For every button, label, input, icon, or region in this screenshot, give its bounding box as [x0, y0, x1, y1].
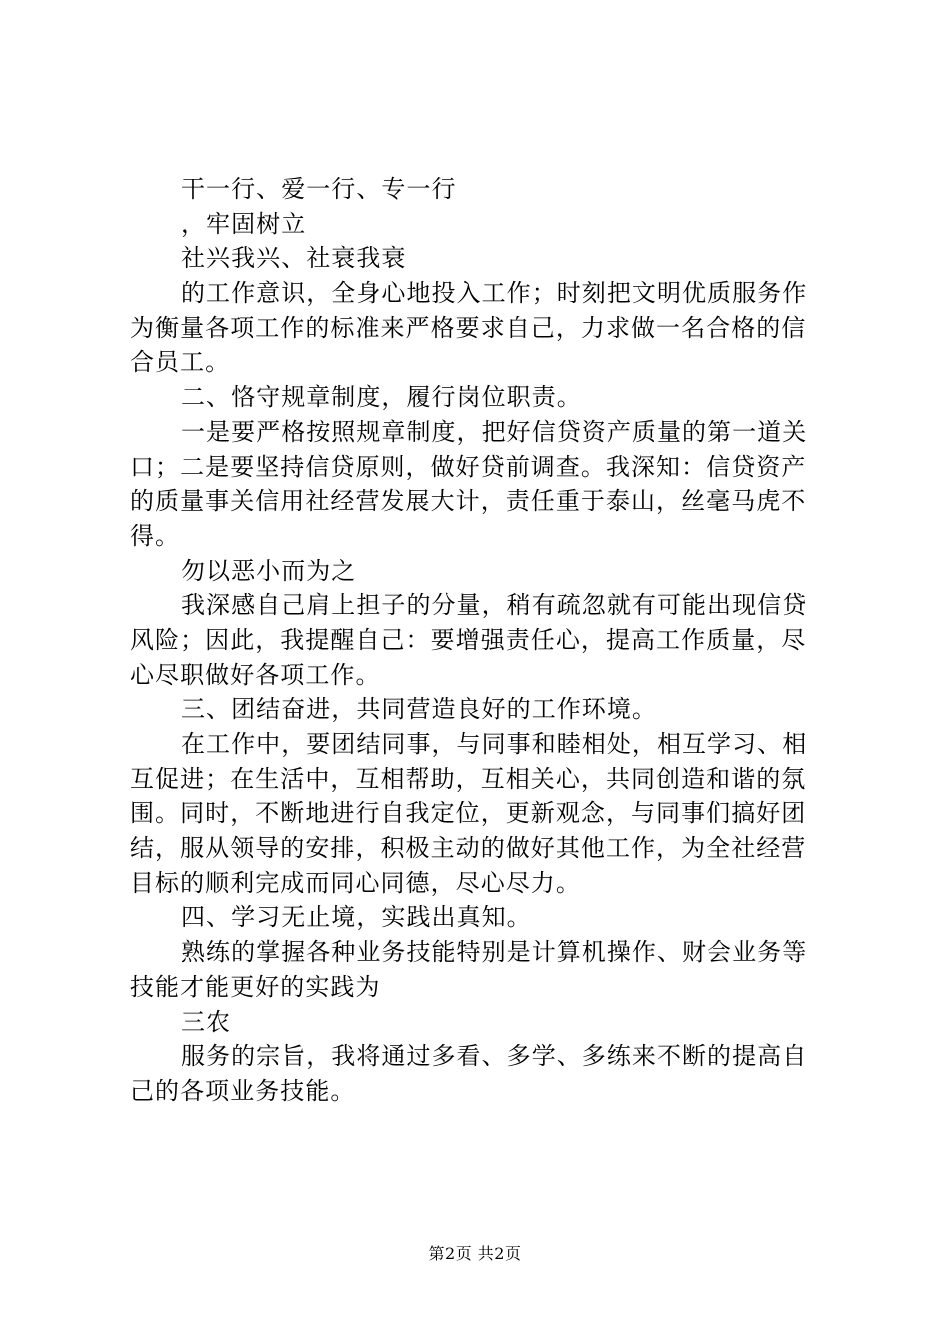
text-line: 风险；因此，我提醒自己：要增强责任心，提高工作质量，尽 — [130, 625, 807, 654]
text-line: 技能才能更好的实践为 — [130, 972, 381, 1001]
text-line: 干一行、爱一行、专一行 — [181, 175, 457, 203]
text-line: 为衡量各项工作的标准来严格要求自己，力求做一名合格的信 — [130, 313, 807, 342]
section-heading: 三、团结奋进，共同营造良好的工作环境。 — [181, 695, 657, 724]
text-line: 熟练的掌握各种业务技能特别是计算机操作、财会业务等 — [181, 938, 808, 967]
text-line: 勿以恶小而为之 — [181, 556, 357, 585]
text-line: 一是要严格按照规章制度，把好信贷资产质量的第一道关 — [181, 417, 808, 446]
text-line: 合员工。 — [130, 348, 231, 377]
text-line: 心尽职做好各项工作。 — [130, 660, 381, 689]
text-line: 口；二是要坚持信贷原则，做好贷前调查。我深知：信贷资产 — [130, 452, 807, 481]
text-line: 社兴我兴、社衰我衰 — [181, 244, 407, 273]
text-line: 服务的宗旨，我将通过多看、多学、多练来不断的提高自 — [181, 1042, 808, 1071]
text-line: 的质量事关信用社经营发展大计，责任重于泰山，丝毫马虎不 — [130, 487, 807, 516]
text-line: 目标的顺利完成而同心同德，尽心尽力。 — [130, 868, 581, 897]
section-heading: 二、恪守规章制度，履行岗位职责。 — [181, 383, 582, 412]
text-line: 的工作意识，全身心地投入工作；时刻把文明优质服务作 — [181, 279, 808, 308]
page-footer: 第2页 共2页 — [428, 1244, 522, 1263]
text-line: 结，服从领导的安排，积极主动的做好其他工作，为全社经营 — [130, 834, 807, 863]
text-line: 在工作中，要团结同事，与同事和睦相处，相互学习、相 — [181, 730, 808, 758]
text-line: 三农 — [181, 1007, 232, 1036]
section-heading: 四、学习无止境，实践出真知。 — [181, 903, 532, 932]
text-line: ，牢固树立 — [181, 209, 307, 238]
text-line: 己的各项业务技能。 — [130, 1076, 356, 1105]
text-line: 围。同时，不断地进行自我定位，更新观念，与同事们搞好团 — [130, 799, 807, 828]
text-line: 互促进；在生活中，互相帮助，互相关心，共同创造和谐的氛 — [130, 764, 807, 793]
text-line: 我深感自己肩上担子的分量，稍有疏忽就有可能出现信贷 — [181, 591, 808, 620]
text-line: 得。 — [130, 521, 181, 550]
document-body — [130, 172, 830, 1109]
